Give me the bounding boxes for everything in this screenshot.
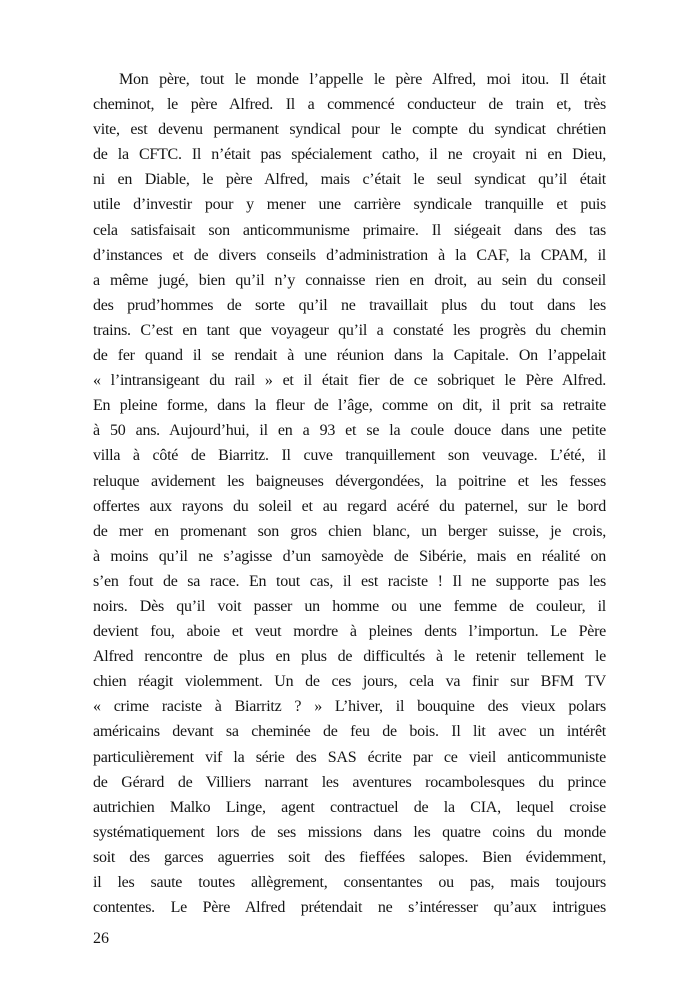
text-line: utile d’investir pour y mener une carrière syndicale tranquille et puis: [93, 196, 606, 214]
text-line: trains. C’est en tant que voyageur qu’il a constaté les progrès du chemin: [93, 321, 606, 339]
text-line: noirs. Dès qu’il voit passer un homme ou une femme de couleur, il: [93, 597, 606, 615]
text-line: américains devant sa cheminée de feu de bois. Il lit avec un intérêt: [93, 723, 606, 741]
text-line: de Gérard de Villiers narrant les aventures rocambolesques du prince: [93, 773, 606, 791]
text-line: En pleine forme, dans la fleur de l’âge, comme on dit, il prit sa retraite: [93, 397, 606, 415]
text-line: ni en Diable, le père Alfred, mais c’était le seul syndicat qu’il était: [93, 171, 606, 189]
text-line: Mon père, tout le monde l’appelle le père Alfred, moi itou. Il était: [119, 71, 606, 88]
text-line: cheminot, le père Alfred. Il a commencé conducteur de train et, très: [93, 96, 606, 114]
page-number: 26: [93, 930, 109, 947]
text-line: offertes aux rayons du soleil et au regard acéré du paternel, sur le bord: [93, 497, 606, 515]
text-line: vite, est devenu permanent syndical pour le compte du syndicat chrétien: [93, 121, 606, 139]
text-line: autrichien Malko Linge, agent contractuel de la CIA, lequel croise: [93, 798, 606, 816]
text-line: cela satisfaisait son anticommunisme primaire. Il siégeait dans des tas: [93, 221, 606, 239]
text-line: s’en fout de sa race. En tout cas, il est raciste ! Il ne supporte pas les: [93, 572, 606, 590]
text-line: à 50 ans. Aujourd’hui, il en a 93 et se la coule douce dans une petite: [93, 422, 606, 440]
text-line: particulièrement vif la série des SAS écrite par ce vieil anticommuniste: [93, 748, 606, 766]
text-line: il les saute toutes allègrement, consentantes ou pas, mais toujours: [93, 874, 606, 891]
text-line: à moins qu’il ne s’agisse d’un samoyède de Sibérie, mais en réalité on: [93, 547, 606, 565]
text-line: a même jugé, bien qu’il n’y connaisse rien en droit, au sein du conseil: [93, 271, 606, 289]
page-text: [93, 67, 606, 920]
text-line: de la CFTC. Il n’était pas spécialement catho, il ne croyait ni en Dieu,: [93, 146, 606, 164]
text-line: villa à côté de Biarritz. Il cuve tranquillement son veuvage. L’été, il: [93, 447, 606, 465]
text-line: chien réagit violemment. Un de ces jours, cela va finir sur BFM TV: [93, 673, 606, 691]
text-line: « crime raciste à Biarritz ? » L’hiver, il bouquine des vieux polars: [93, 698, 606, 716]
text-line: devient fou, aboie et veut mordre à pleines dents l’importun. Le Père: [93, 623, 606, 641]
text-line: Alfred rencontre de plus en plus de difficultés à le retenir tellement le: [93, 648, 606, 666]
text-line: de mer en promenant son gros chien blanc, un berger suisse, je crois,: [93, 522, 606, 540]
text-line: des prud’hommes de sorte qu’il ne travaillait plus du tout dans les: [93, 296, 606, 314]
text-line: de fer quand il se rendait à une réunion dans la Capitale. On l’appelait: [93, 347, 606, 365]
text-line: contentes. Le Père Alfred prétendait ne s’intéresser qu’aux intrigues: [93, 899, 606, 917]
text-line: reluque avidement les baigneuses dévergondées, la poitrine et les fesses: [93, 472, 606, 490]
text-line: « l’intransigeant du rail » et il était fier de ce sobriquet le Père Alfred.: [93, 372, 606, 390]
text-line: soit des garces aguerries soit des fieffées salopes. Bien évidemment,: [93, 848, 606, 866]
text-line: d’instances et de divers conseils d’administration à la CAF, la CPAM, il: [93, 246, 606, 264]
text-line: systématiquement lors de ses missions dans les quatre coins du monde: [93, 823, 606, 841]
